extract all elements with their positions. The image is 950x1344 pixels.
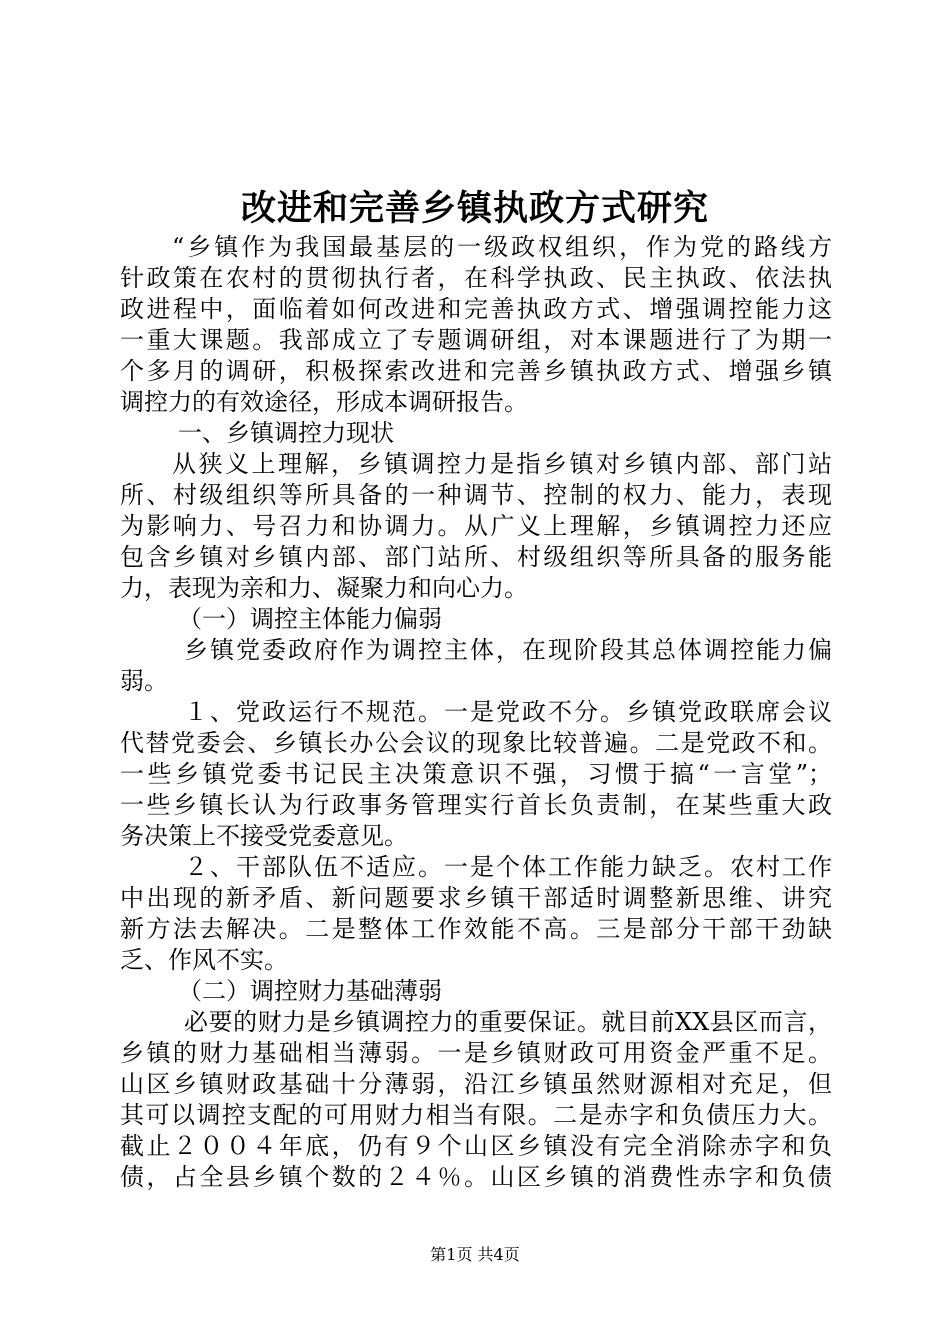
- body-text-line: 乡镇党委政府作为调控主体，在现阶段其总体调控能力偏: [184, 636, 832, 664]
- body-text-line: 政进程中，面临着如何改进和完善执政方式、增强调控能力这: [120, 295, 832, 323]
- document-body: [120, 232, 832, 1193]
- body-text-line: 中出现的新矛盾、新问题要求乡镇干部适时调整新思维、讲究: [120, 884, 832, 912]
- body-text-line: １、党政运行不规范。一是党政不分。乡镇党政联席会议: [184, 698, 832, 726]
- body-text-line: 调控力的有效途径，形成本调研报告。: [120, 388, 528, 416]
- body-text-line: 针政策在农村的贯彻执行者，在科学执政、民主执政、依法执: [120, 264, 832, 292]
- body-text-line: 为影响力、号召力和协调力。从广义上理解，乡镇调控力还应: [120, 512, 832, 540]
- body-text-line: 包含乡镇对乡镇内部、部门站所、村级组织等所具备的服务能: [120, 543, 832, 571]
- page-footer: 第1页 共4页: [430, 1245, 520, 1264]
- body-text-line: 债，占全县乡镇个数的２４％。山区乡镇的消费性赤字和负债: [120, 1163, 832, 1191]
- body-text-line: 山区乡镇财政基础十分薄弱，沿江乡镇虽然财源相对充足，但: [120, 1070, 832, 1098]
- body-text-line: 乡镇的财力基础相当薄弱。一是乡镇财政可用资金严重不足。: [120, 1039, 832, 1067]
- body-text-line: ２、干部队伍不适应。一是个体工作能力缺乏。农村工作: [184, 853, 832, 881]
- body-text-line: 截止２００４年底，仍有９个山区乡镇没有完全消除赤字和负: [120, 1132, 832, 1160]
- body-text-line: 弱。: [120, 667, 168, 695]
- body-text-line: 所、村级组织等所具备的一种调节、控制的权力、能力，表现: [120, 481, 832, 509]
- body-text-line: （一）调控主体能力偏弱: [178, 605, 442, 633]
- body-text-line: 必要的财力是乡镇调控力的重要保证。就目前XX县区而言，: [184, 1008, 832, 1036]
- body-text-line: 一些乡镇长认为行政事务管理实行首长负责制，在某些重大政: [120, 791, 832, 819]
- body-text-line: 力，表现为亲和力、凝聚力和向心力。: [120, 574, 528, 602]
- body-text-line: 其可以调控支配的可用财力相当有限。二是赤字和负债压力大。: [120, 1101, 832, 1129]
- body-text-line: 乏、作风不实。: [120, 946, 288, 974]
- body-text-line: 一重大课题。我部成立了专题调研组，对本课题进行了为期一: [120, 326, 832, 354]
- body-text-line: 个多月的调研，积极探索改进和完善乡镇执政方式、增强乡镇: [120, 357, 832, 385]
- body-text-line: 从狭义上理解，乡镇调控力是指乡镇对乡镇内部、部门站: [172, 450, 832, 478]
- body-text-line: 一些乡镇党委书记民主决策意识不强，习惯于搞“一言堂”；: [120, 760, 832, 788]
- body-text-line: （二）调控财力基础薄弱: [178, 977, 442, 1005]
- document-title: 改进和完善乡镇执政方式研究: [240, 188, 709, 229]
- body-text-line: “乡镇作为我国最基层的一级政权组织，作为党的路线方: [172, 233, 832, 261]
- body-text-line: 一、乡镇调控力现状: [178, 419, 394, 447]
- body-text-line: 代替党委会、乡镇长办公会议的现象比较普遍。二是党政不和。: [120, 729, 832, 757]
- body-text-line: 务决策上不接受党委意见。: [120, 822, 408, 850]
- body-text-line: 新方法去解决。二是整体工作效能不高。三是部分干部干劲缺: [120, 915, 832, 943]
